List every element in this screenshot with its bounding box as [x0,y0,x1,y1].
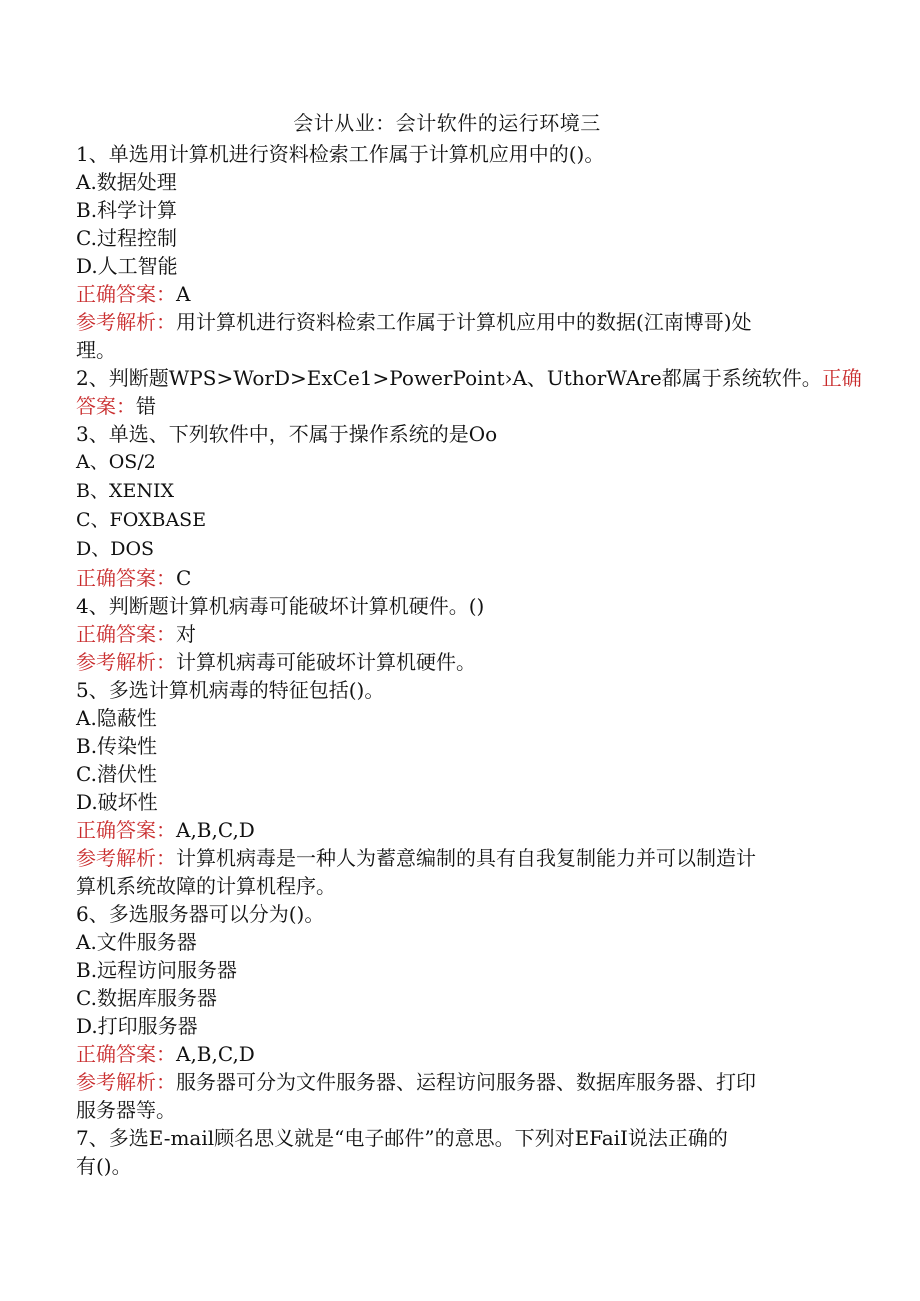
analysis-label: 参考解析： [76,650,176,674]
q4-stem: 4、判断题计算机病毒可能破坏计算机硬件。() [76,594,485,618]
page-title: 会计从业：会计软件的运行环境三 [293,111,601,135]
q1-option-a: A.数据处理 [76,170,177,194]
q5-option-c: C.潜伏性 [76,762,157,786]
q6-option-d: D.打印服务器 [76,1014,198,1038]
analysis-text: 计算机病毒是一种人为蓄意编制的具有自我复制能力并可以制造计 [176,846,756,870]
q5-option-b: B.传染性 [76,734,158,758]
answer-label: 正确答案： [76,1042,176,1066]
q6-answer [76,1040,818,1068]
q2-stem [76,364,862,392]
answer-value: A [176,282,191,306]
answer-value: 错 [136,394,156,418]
answer-label: 正确答案： [76,818,176,842]
answer-value: A,B,C,D [176,1042,255,1066]
q4-analysis [76,648,818,676]
q5-option-d: D.破坏性 [76,790,158,814]
answer-label-part2: 答案： [76,394,136,418]
q6-option-a: A.文件服务器 [76,930,197,954]
q7-stem: 7、多选E-mail顾名思义就是“电子邮件”的意思。下列对EFaiI说法正确的 [76,1126,728,1150]
q1-option-d: D.人工智能 [76,254,178,278]
q6-analysis-cont: 服务器等。 [76,1098,176,1122]
q1-analysis-cont: 理。 [76,338,116,362]
q1-analysis [76,308,818,336]
q5-analysis-cont: 算机系统故障的计算机程序。 [76,874,336,898]
q5-stem: 5、多选计算机病毒的特征包括()。 [76,678,385,702]
q3-answer [76,564,818,592]
q5-answer [76,816,818,844]
q2-answer [76,392,818,420]
answer-value: 对 [176,622,196,646]
q6-option-c: C.数据库服务器 [76,986,217,1010]
q5-option-a: A.隐蔽性 [76,706,157,730]
analysis-label: 参考解析： [76,310,176,334]
q6-analysis [76,1068,818,1096]
answer-value: A,B,C,D [176,818,255,842]
q1-option-b: B.科学计算 [76,198,178,222]
analysis-text: 用计算机进行资料检索工作属于计算机应用中的数据(江南博哥)处 [176,310,752,334]
q3-option-b: B、XENIX [76,480,175,502]
q3-option-d: D、DOS [76,538,155,560]
q1-stem: 1、单选用计算机进行资料检索工作属于计算机应用中的()。 [76,142,605,166]
analysis-label: 参考解析： [76,846,176,870]
q5-analysis [76,844,818,872]
analysis-label: 参考解析： [76,1070,176,1094]
answer-label: 正确答案： [76,566,176,590]
q6-option-b: B.远程访问服务器 [76,958,238,982]
answer-value: C [176,566,192,590]
q3-option-c: C、FOXBASE [76,509,207,531]
answer-label-part1: 正确 [821,366,862,390]
q3-stem: 3、单选、下列软件中，不属于操作系统的是Oo [76,422,498,446]
answer-label: 正确答案： [76,282,176,306]
q1-option-c: C.过程控制 [76,226,177,250]
q4-answer [76,620,818,648]
q2-stem-text: 2、判断题WPS>WorD>ExCe1>PowerPoint›A、UthorWAre都属于系统软件。 [76,366,822,390]
answer-label: 正确答案： [76,622,176,646]
q6-stem: 6、多选服务器可以分为()。 [76,902,325,926]
analysis-text: 服务器可分为文件服务器、运程访问服务器、数据库服务器、打印 [176,1070,756,1094]
q1-answer [76,280,818,308]
q3-option-a: A、OS/2 [76,451,156,473]
document-page [76,106,862,1180]
analysis-text: 计算机病毒可能破坏计算机硬件。 [176,650,476,674]
q7-stem-cont: 有()。 [76,1154,132,1178]
